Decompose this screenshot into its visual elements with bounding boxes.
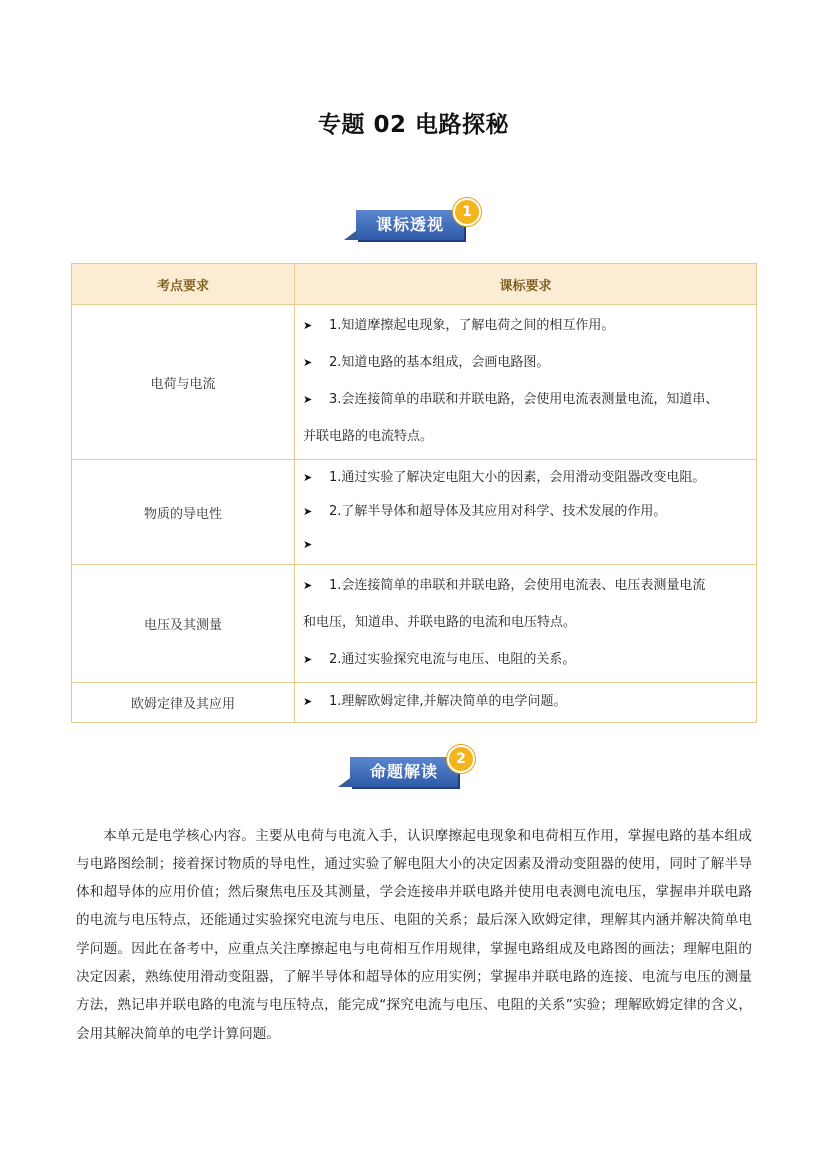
section-banner-standards [344, 198, 484, 242]
table-row [72, 683, 757, 723]
arrow-bullet-icon: ➤ [303, 319, 313, 332]
arrow-bullet-icon: ➤ [303, 694, 313, 708]
topic-cell: 物质的导电性 [72, 460, 295, 565]
requirement-item [303, 462, 748, 494]
requirement-text: 2.了解半导体和超导体及其应用对科学、技术发展的作用。 [329, 504, 667, 519]
requirement-text: 1.通过实验了解决定电阻大小的因素，会用滑动变阻器改变电阻。 [329, 470, 706, 485]
requirement-text: 1.知道摩擦起电现象，了解电荷之间的相互作用。 [329, 318, 615, 333]
requirement-text: 3.会连接简单的串联和并联电路，会使用电流表测量电流，知道串、 [329, 392, 719, 407]
requirements-cell [295, 460, 757, 565]
requirement-continuation: 并联电路的电流特点。 [303, 429, 434, 444]
requirement-text: 1.会连接简单的串联和并联电路，会使用电流表、电压表测量电流 [329, 578, 706, 593]
section-number-badge: 1 [453, 198, 481, 226]
requirement-item [303, 307, 748, 344]
arrow-bullet-icon: ➤ [303, 393, 313, 406]
page-title: 专题 02 电路探秘 [317, 112, 510, 138]
requirement-text: 2.通过实验探究电流与电压、电阻的关系。 [329, 652, 576, 667]
requirement-item [303, 567, 748, 604]
arrow-bullet-icon: ➤ [303, 505, 313, 518]
requirements-cell [295, 305, 757, 460]
arrow-bullet-icon: ➤ [303, 356, 313, 369]
requirement-item [303, 530, 748, 560]
unit-interpretation-paragraph: 本单元是电学核心内容。主要从电荷与电流入手，认识摩擦起电现象和电荷相互作用，掌握电路的基本组成与电路图绘制；接着探讨物质的导电性，通过实验了解电阻大小的决定因素及滑动变阻器的使用，同时了解半导体和超导体的应用价值；然后聚焦电压及其测量，学会连接串并联电路并使用电表测电流电压，掌握串并联电路的电流与电压特点，还能通过实验探究电流与电压、电阻的关系；最后深入欧姆定律，理解其内涵并解决简单电学问题。因此在备考中，应重点关注摩擦起电与电荷相互作用规律，掌握电路组成及电路图的画法；理解电阻的决定因素，熟练使用滑动变阻器，了解半导体和超导体的应用实例；掌握串并联电路的连接、电流与电压的测量方法，熟记串并联电路的电流与电压特点，能完成“探究电流与电压、电阻的关系”实验；理解欧姆定律的含义，会用其解决简单的电学计算问题。 [76, 827, 752, 1042]
table-row [72, 305, 757, 460]
section-label: 命题解读 [350, 757, 458, 787]
header-requirements: 课标要求 [295, 264, 757, 305]
table-header-row [72, 264, 757, 305]
requirement-item [303, 344, 748, 381]
requirement-text: 1.理解欧姆定律,并解决简单的电学问题。 [329, 693, 567, 709]
arrow-bullet-icon: ➤ [303, 579, 313, 592]
topic-cell: 欧姆定律及其应用 [72, 683, 295, 723]
topic-cell: 电压及其测量 [72, 565, 295, 683]
arrow-bullet-icon: ➤ [303, 653, 313, 666]
arrow-bullet-icon: ➤ [303, 538, 313, 551]
section-banner-interpretation [338, 745, 478, 789]
requirement-item [303, 494, 748, 530]
requirement-text: 2.知道电路的基本组成，会画电路图。 [329, 355, 550, 370]
header-topic: 考点要求 [72, 264, 295, 305]
arrow-bullet-icon: ➤ [303, 471, 313, 484]
topic-cell: 电荷与电流 [72, 305, 295, 460]
section-label: 课标透视 [356, 210, 464, 240]
requirements-cell [295, 565, 757, 683]
requirements-cell [295, 683, 757, 723]
requirement-item [303, 381, 748, 418]
requirement-item [303, 641, 748, 678]
table-row [72, 460, 757, 565]
table-row [72, 565, 757, 683]
requirements-table [71, 263, 757, 723]
section-number-badge: 2 [447, 745, 475, 773]
requirement-continuation: 和电压，知道串、并联电路的电流和电压特点。 [303, 615, 577, 630]
requirement-item [303, 687, 748, 717]
